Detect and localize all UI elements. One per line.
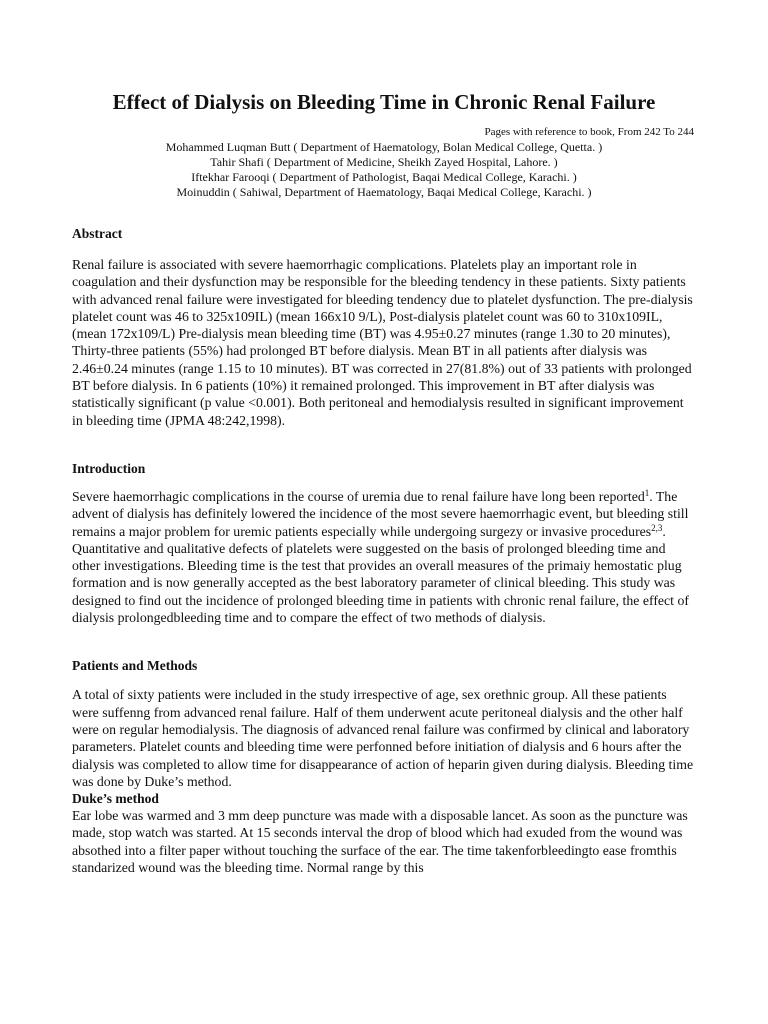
intro-text-b: . The advent of dialysis has definitely lowered the incidence of the most severe haemorrhagic event, but bleeding still remains a major problem for uremic patients especially while undergoing surgezy or invasive procedures <box>72 488 689 539</box>
abstract-text: Renal failure is associated with severe haemorrhagic complications. Platelets play an important role in coagulation and their dysfunction may be responsible for the bleeding tendency in these patients. Sixty patients with advanced renal failure were investigated for bleeding tendency due to platelet dysfunction. The pre-dialysis platelet count was 46 to 325x109IL) (mean 166x10 9/L), Post-dialysis platelet count was 60 to 310x109IL, (mean 172x109/L) Pre-dialysis mean bleeding time (BT) was 4.95±0.27 minutes (range 1.30 to 20 minutes), Thirty-three patients (55%) had prolonged BT before dialysis. Mean BT in all patients after dialysis was 2.46±0.24 minutes (range 1.15 to 10 minutes). BT was corrected in 27(81.8%) out of 33 patients with prolonged BT before dialysis. In 6 patients (10%) it remained prolonged. This improvement in BT after dialysis was statistically significant (p value <0.001). Both peritoneal and hemodialysis resulted in significant improvement in bleeding time (JPMA 48:242,1998). <box>72 257 693 428</box>
citation-2-3: 2,3 <box>651 522 663 533</box>
author-line: Moinuddin ( Sahiwal, Department of Haematology, Baqai Medical College, Karachi. ) <box>176 185 592 199</box>
pages-reference: Pages with reference to book, From 242 To 244 <box>484 126 694 138</box>
paper-title: Effect of Dialysis on Bleeding Time in Chronic Renal Failure <box>112 90 656 114</box>
author-line: Tahir Shafi ( Department of Medicine, Sheikh Zayed Hospital, Lahore. ) <box>210 155 558 169</box>
methods-text: A total of sixty patients were included in the study irrespective of age, sex orethnic group. All these patients were suffenng from advanced renal failure. Half of them underwent acute peritoneal dialysis and the other half were on regular hemodialysis. The diagnosis of advanced renal failure was confirmed by clinical and laboratory parameters. Platelet counts and bleeding time were perfonned before initiation of dialysis and 6 hours after the dialysis was completed to allow time for disappearance of action of heparin given during dialysis. Bleeding time was done by Duke’s method. <box>72 687 694 789</box>
introduction-paragraph-2: Quantitative and qualitative defects of platelets were suggested on the basis of prolonged bleeding time and other investigations. Bleeding time is the test that provides an overall measures of the primaiy hemostatic plug formation and is now generally accepted as the best laboratory parameter of clinical bleeding. This study was designed to find out the incidence of prolonged bleeding time in patients with chronic renal failure, the effect of dialysis prolongedbleeding time and to compare the effect of two methods of dialysis. <box>72 540 689 626</box>
author-list <box>72 140 696 200</box>
introduction-paragraph-1 <box>72 488 696 540</box>
citation-1: 1 <box>644 487 650 498</box>
author-line: Iftekhar Farooqi ( Department of Pathologist, Baqai Medical College, Karachi. ) <box>191 170 577 184</box>
intro-text-a: Severe haemorrhagic complications in the course of uremia due to renal failure have long been reported <box>72 488 645 504</box>
intro-text-c: . <box>662 523 666 539</box>
abstract-heading: Abstract <box>72 226 123 241</box>
dukes-method-text: Ear lobe was warmed and 3 mm deep puncture was made with a disposable lancet. As soon as the puncture was made, stop watch was started. At 15 seconds interval the drop of blood which had exuded from the wound was absothed into a filter paper without touching the surface of the ear. The time takenforbleedingto ease fromthis standarized wound was the bleeding time. Normal range by this <box>72 808 688 876</box>
dukes-method-heading: Duke’s method <box>72 791 159 807</box>
author-line: Mohammed Luqman Butt ( Department of Haematology, Bolan Medical College, Quetta. ) <box>165 140 603 154</box>
introduction-heading: Introduction <box>72 460 146 476</box>
methods-heading: Patients and Methods <box>72 658 198 674</box>
